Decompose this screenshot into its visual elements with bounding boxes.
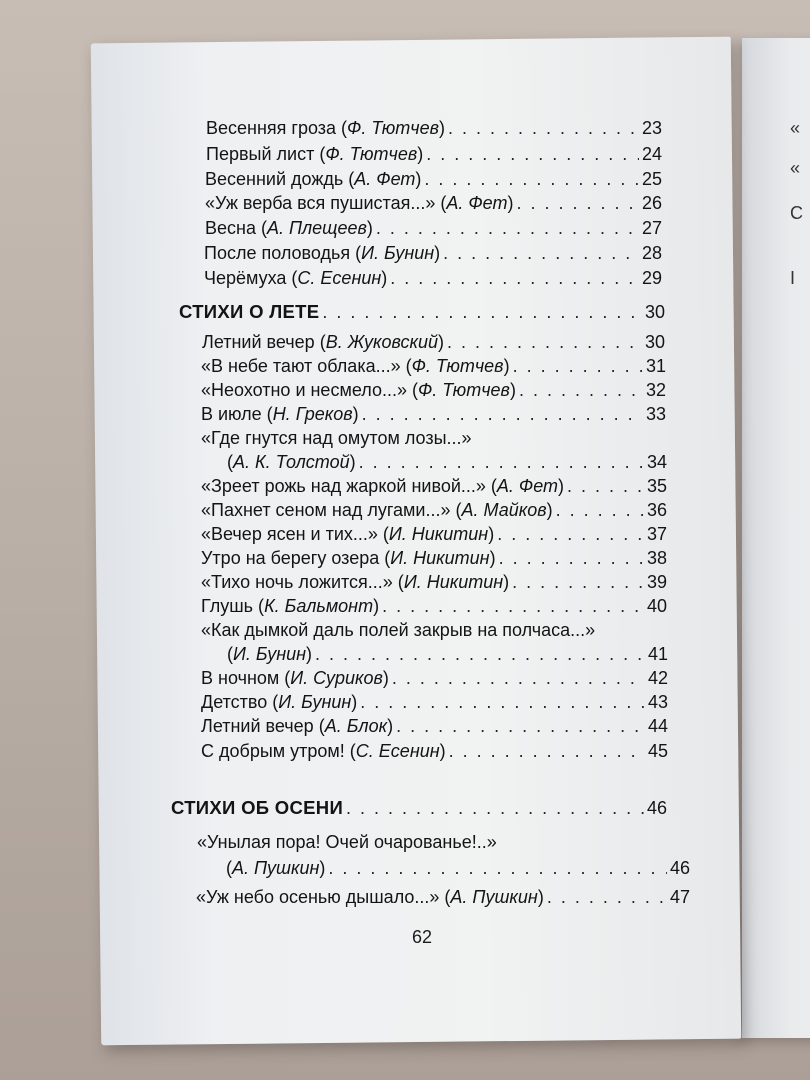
next-page-mark: С bbox=[790, 203, 803, 223]
dot-leader bbox=[392, 668, 645, 689]
dot-leader bbox=[447, 332, 642, 353]
toc-entry: Детство (И. Бунин) . . . 43 bbox=[201, 692, 668, 713]
dot-leader bbox=[513, 356, 643, 377]
toc-entry: Весенний дождь (А. Фет) . . . 25 bbox=[205, 169, 662, 190]
next-page-mark: I bbox=[790, 268, 796, 288]
dot-leader bbox=[359, 452, 644, 473]
page-ref: 44 bbox=[647, 716, 668, 736]
toc-entry: В июле (Н. Греков) . . . 33 bbox=[201, 404, 666, 425]
dot-leader bbox=[449, 741, 645, 762]
page-ref: 24 bbox=[641, 144, 662, 164]
toc-entry: В ночном (И. Суриков) . . . 42 bbox=[201, 668, 668, 689]
page-ref: 26 bbox=[641, 193, 662, 213]
page-ref: 47 bbox=[669, 887, 690, 907]
toc-section-heading: СТИХИ О ЛЕТЕ . . . 30 bbox=[179, 301, 665, 323]
toc-entry: После половодья (И. Бунин) . . . 28 bbox=[204, 243, 662, 264]
dot-leader bbox=[360, 692, 645, 713]
toc-entry: (А. К. Толстой) . . . 34 bbox=[227, 452, 667, 473]
page-ref: 45 bbox=[647, 741, 668, 761]
dot-leader bbox=[390, 268, 639, 289]
toc-entry: (А. Пушкин) . . . 46 bbox=[226, 858, 690, 879]
page-ref: 30 bbox=[644, 302, 665, 322]
page-ref: 36 bbox=[646, 500, 667, 520]
dot-leader bbox=[315, 644, 645, 665]
toc-entry: «Вечер ясен и тих...» (И. Никитин) . . . 37 bbox=[201, 524, 667, 545]
toc-entry: «Зреет рожь над жаркой нивой...» (А. Фет) . . . 35 bbox=[201, 476, 667, 497]
page-ref: 40 bbox=[646, 596, 667, 616]
next-page-mark: « bbox=[790, 118, 801, 138]
toc-entry: Весна (А. Плещеев) . . . 27 bbox=[205, 218, 662, 239]
toc-entry: «Уж небо осенью дышало...» (А. Пушкин) . . . 47 bbox=[196, 887, 690, 908]
toc-entry-title-line: «Унылая пора! Очей очарованье!..» bbox=[197, 832, 497, 852]
dot-leader bbox=[547, 887, 667, 908]
dot-leader bbox=[362, 404, 643, 425]
page-ref: 42 bbox=[647, 668, 668, 688]
dot-leader bbox=[346, 798, 644, 819]
toc-entry: «Тихо ночь ложится...» (И. Никитин) . . . 39 bbox=[201, 572, 667, 593]
toc-entry: С добрым утром! (С. Есенин) . . . 45 bbox=[201, 741, 668, 762]
toc-entry: Первый лист (Ф. Тютчев) . . . 24 bbox=[206, 144, 662, 165]
page-ref: 35 bbox=[646, 476, 667, 496]
dot-leader bbox=[567, 476, 644, 497]
dot-leader bbox=[382, 596, 644, 617]
toc-entry: «Уж верба вся пушистая...» (А. Фет) . . . 26 bbox=[205, 193, 662, 214]
page-ref: 33 bbox=[645, 404, 666, 424]
dot-leader bbox=[448, 118, 639, 139]
dot-leader bbox=[376, 218, 639, 239]
page-ref: 23 bbox=[641, 118, 662, 138]
page-ref: 43 bbox=[647, 692, 668, 712]
page-ref: 41 bbox=[647, 644, 668, 664]
dot-leader bbox=[497, 524, 644, 545]
toc-entry: Утро на берегу озера (И. Никитин) . . . 38 bbox=[201, 548, 667, 569]
page-ref: 25 bbox=[641, 169, 662, 189]
dot-leader bbox=[443, 243, 639, 264]
page-ref: 27 bbox=[641, 218, 662, 238]
page-ref: 46 bbox=[669, 858, 690, 878]
page-ref: 28 bbox=[641, 243, 662, 263]
toc-entry-title-line: «Как дымкой даль полей закрыв на полчаса...» bbox=[201, 620, 596, 640]
dot-leader bbox=[516, 193, 639, 214]
page-ref: 34 bbox=[646, 452, 667, 472]
page-ref: 38 bbox=[646, 548, 667, 568]
page-ref: 46 bbox=[646, 798, 667, 818]
toc-entry: (И. Бунин) . . . 41 bbox=[227, 644, 668, 665]
dot-leader bbox=[396, 716, 645, 737]
page-ref: 30 bbox=[644, 332, 665, 352]
dot-leader bbox=[519, 380, 643, 401]
toc-entry: «В небе тают облака...» (Ф. Тютчев) . . . 31 bbox=[201, 356, 666, 377]
dot-leader bbox=[424, 169, 639, 190]
toc-entry: «Неохотно и несмело...» (Ф. Тютчев) . . . 32 bbox=[201, 380, 666, 401]
dot-leader bbox=[512, 572, 644, 593]
page-number: 62 bbox=[412, 927, 433, 947]
dot-leader bbox=[322, 302, 642, 323]
page-ref: 32 bbox=[645, 380, 666, 400]
toc-entry: Черёмуха (С. Есенин) . . . 29 bbox=[204, 268, 662, 289]
dot-leader bbox=[328, 858, 667, 879]
next-page-mark: « bbox=[790, 158, 801, 178]
toc-section-heading: СТИХИ ОБ ОСЕНИ . . . 46 bbox=[171, 797, 667, 819]
page-ref: 29 bbox=[641, 268, 662, 288]
page-ref: 37 bbox=[646, 524, 667, 544]
dot-leader bbox=[499, 548, 644, 569]
toc-entry: Летний вечер (А. Блок) . . . 44 bbox=[201, 716, 668, 737]
toc-entry: «Пахнет сеном над лугами...» (А. Майков) . . . 36 bbox=[201, 500, 667, 521]
dot-leader bbox=[426, 144, 639, 165]
toc-entry-title-line: «Где гнутся над омутом лозы...» bbox=[201, 428, 472, 448]
toc-entry: Глушь (К. Бальмонт) . . . 40 bbox=[201, 596, 667, 617]
page-ref: 39 bbox=[646, 572, 667, 592]
toc-entry: Летний вечер (В. Жуковский) . . . 30 bbox=[202, 332, 665, 353]
toc-entry: Весенняя гроза (Ф. Тютчев) . . . 23 bbox=[206, 118, 662, 139]
dot-leader bbox=[556, 500, 644, 521]
page-ref: 31 bbox=[645, 356, 666, 376]
